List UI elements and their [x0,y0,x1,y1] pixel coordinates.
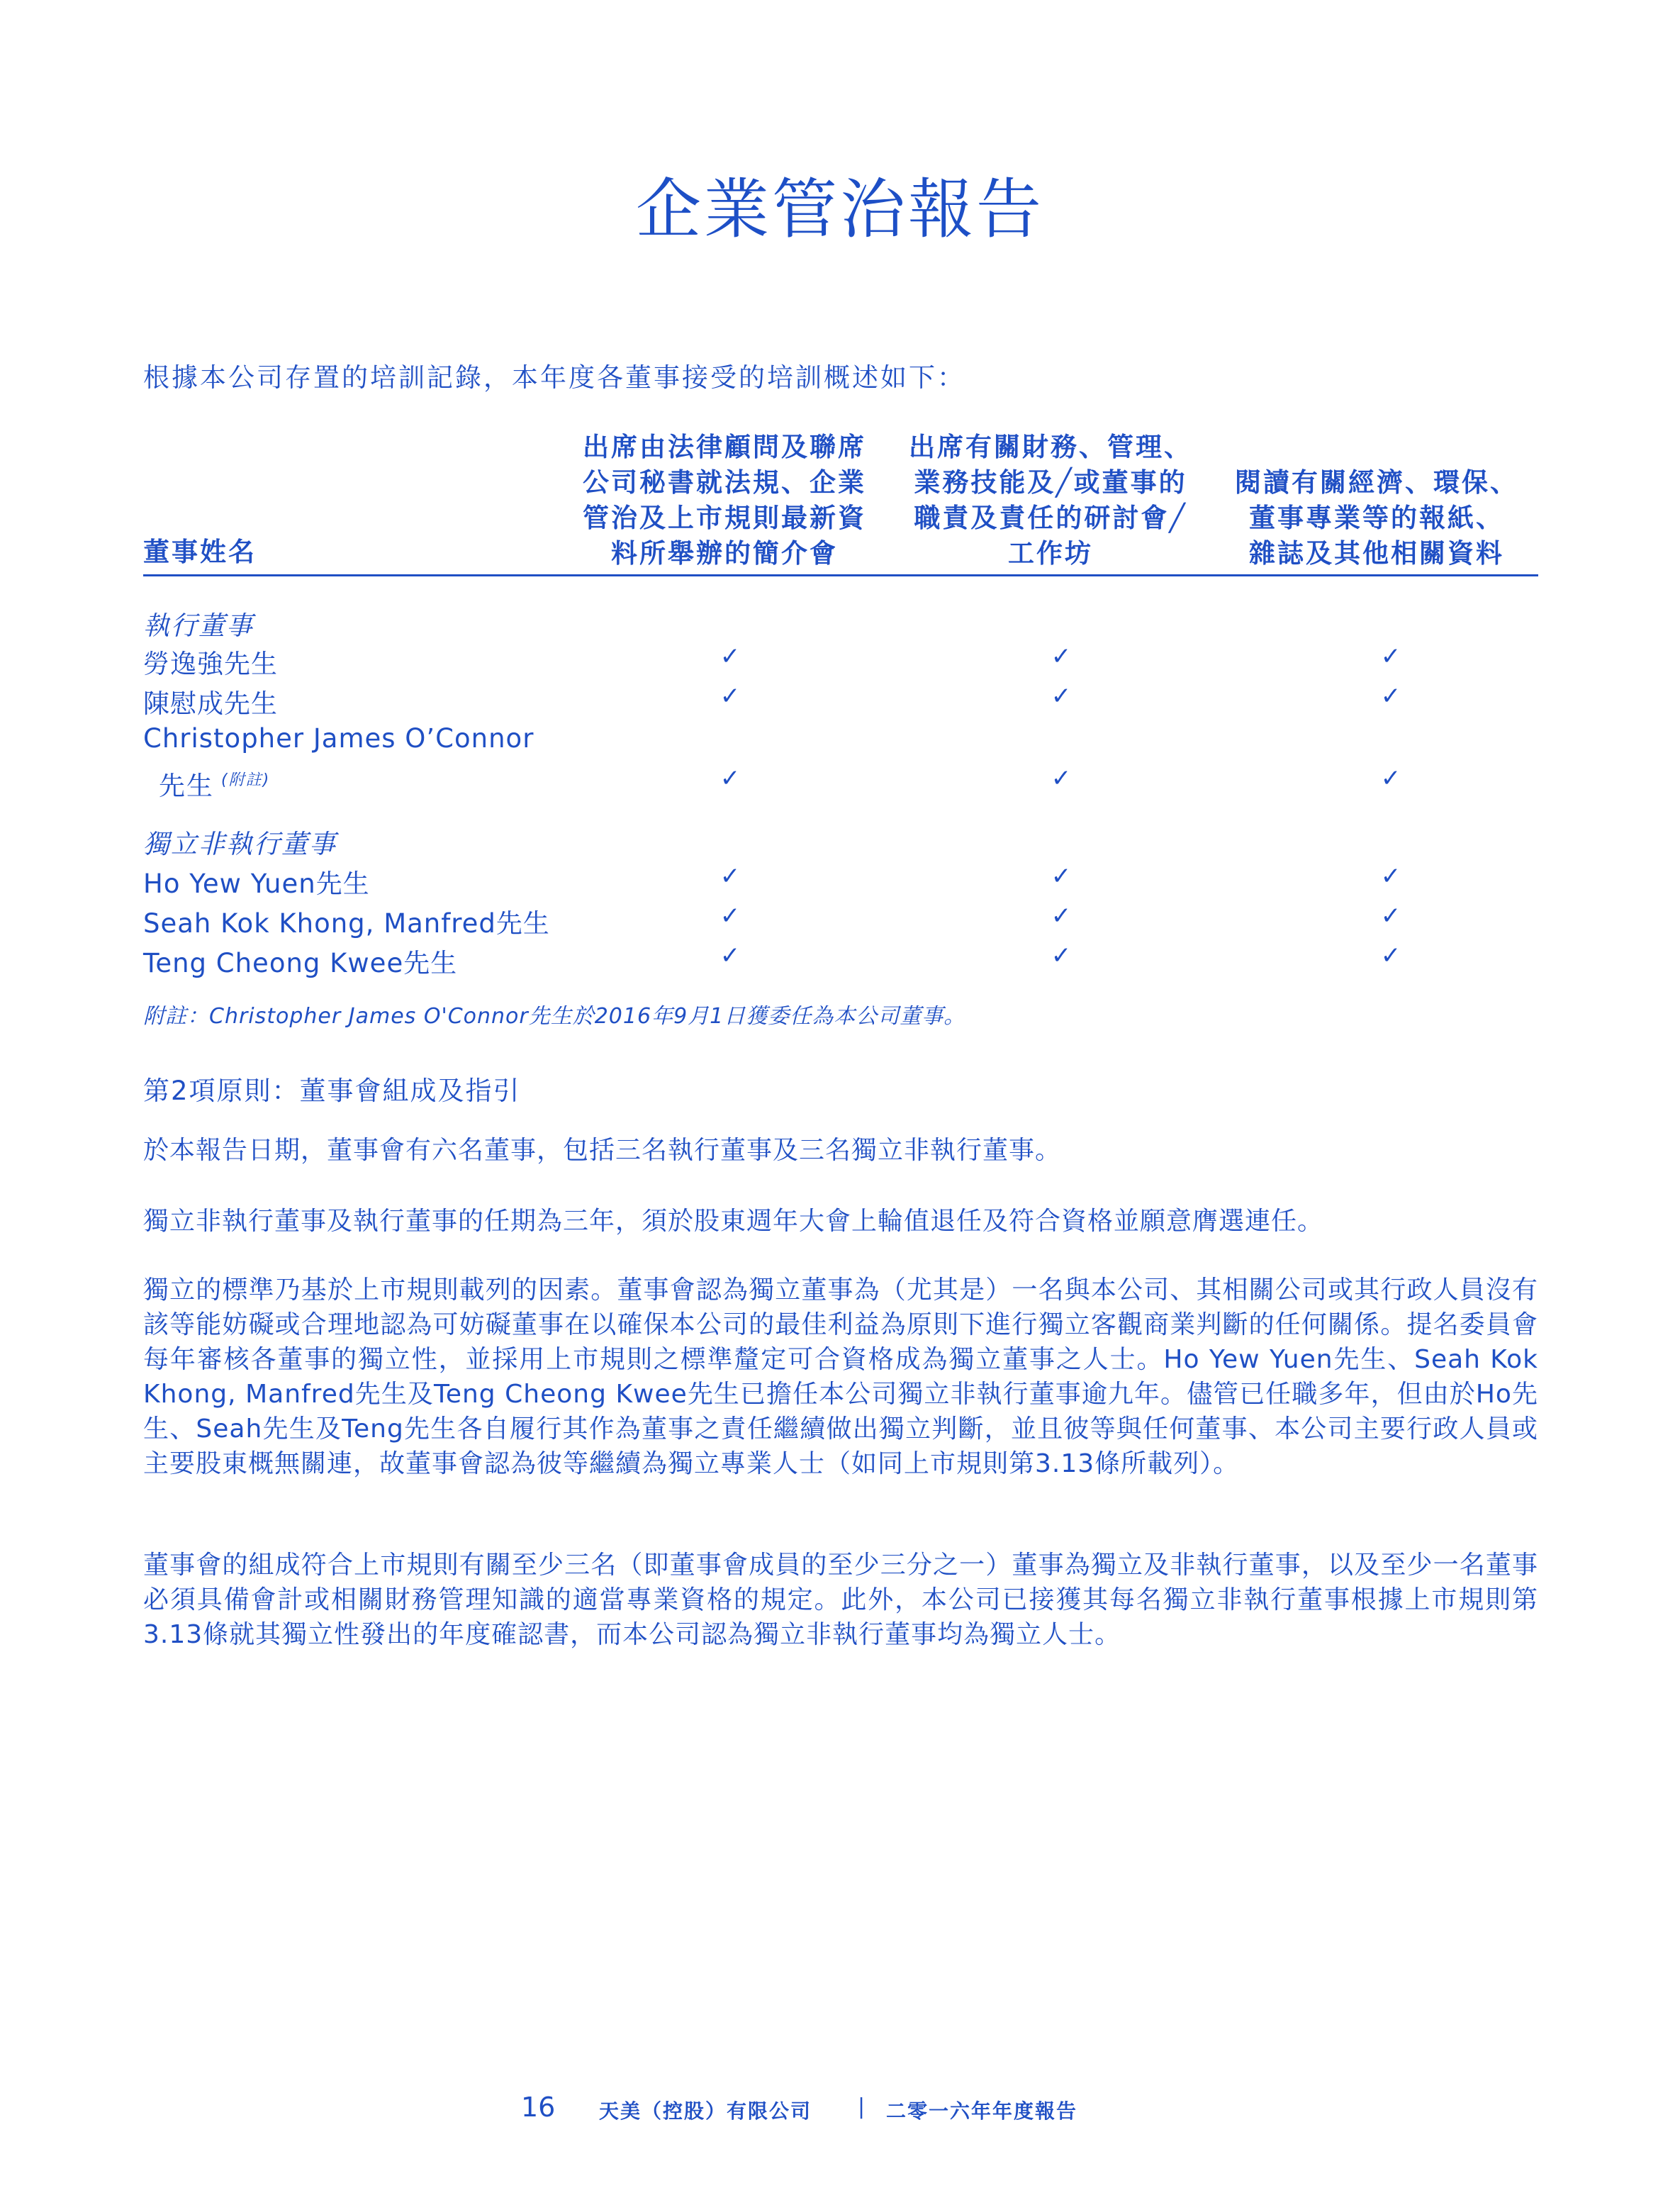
section-heading: 第2項原則：董事會組成及指引 [143,1076,521,1106]
table-footnote: 附註：Christopher James O'Connor先生於2016年9月1日獲委任為本公司董事。 [143,1004,966,1029]
page-number: 16 [521,2092,556,2123]
table-row [143,942,1538,981]
page-footer [0,2092,1680,2134]
note-marker: (附註) [221,771,271,789]
group-label-independent: 獨立非執行董事 [143,829,337,859]
header-line: 閱讀有關經濟、環保、 [1235,467,1518,498]
check-icon: ✓ [1380,942,1401,970]
footer-report-title: 二零一六年年度報告 [886,2099,1078,2123]
header-line: 雜誌及其他相關資料 [1249,538,1504,569]
table-row [143,862,1538,902]
header-line: 出席有關財務、管理、 [909,432,1192,462]
header-line: 董事專業等的報紙、 [1249,503,1504,533]
check-icon: ✓ [719,682,741,710]
header-director-name: 董事姓名 [143,537,257,567]
paragraph: 於本報告日期，董事會有六名董事，包括三名執行董事及三名獨立非執行董事。 [143,1136,1062,1165]
check-icon: ✓ [1380,682,1401,710]
header-line: 出席由法律顧問及聯席 [583,432,866,462]
paragraph: 獨立的標準乃基於上市規則載列的因素。董事會認為獨立董事為（尤其是）一名與本公司、其相關公司或其行政人員沒有該等能妨礙或合理地認為可妨礙董事在以確保本公司的最佳利益為原則下進行獨立客觀商業判斷的任何關係。提名委員會每年審核各董事的獨立性，並採用上市規則之標準釐定可合資格成為獨立董事之人士。Ho Yew Yuen先生、Seah Kok Khong, Manfred先生及Teng Cheong Kwee先生已擔任本公司獨立非執行董事逾九年。儘管已任職多年，但由於Ho先生、Seah先生及Teng先生各自履行其作為董事之責任繼續做出獨立判斷，並且彼等與任何董事、本公司主要行政人員或主要股東概無關連，故董事會認為彼等繼續為獨立專業人士（如同上市規則第3.13條所載列）。 [143,1276,1538,1478]
header-line: 料所舉辦的簡介會 [611,538,838,569]
page-title: 企業管治報告 [635,171,1044,247]
check-icon: ✓ [719,642,741,671]
table-row [143,902,1538,942]
footer-separator: | [858,2094,866,2119]
header-line: 業務技能及╱或董事的 [914,467,1187,498]
check-icon: ✓ [1051,902,1072,930]
director-name: Teng Cheong Kwee先生 [143,948,458,978]
header-reading [1231,465,1522,571]
check-icon: ✓ [719,902,741,930]
header-line: 公司秘書就法規、企業 [583,467,866,498]
intro-text: 根據本公司存置的培訓記錄，本年度各董事接受的培訓概述如下： [143,362,965,393]
table-row [143,723,1538,804]
director-name: Seah Kok Khong, Manfred先生 [143,908,550,939]
header-line: 管治及上市規則最新資 [583,503,866,533]
director-title: 先生 [159,771,214,801]
check-icon: ✓ [1380,902,1401,930]
header-briefing [569,430,880,571]
group-label-executive: 執行董事 [143,610,254,641]
check-icon: ✓ [1380,642,1401,671]
check-icon: ✓ [719,862,741,891]
paragraph: 獨立非執行董事及執行董事的任期為三年，須於股東週年大會上輪值退任及符合資格並願意膺選連任。 [143,1207,1324,1236]
check-icon: ✓ [1380,862,1401,891]
check-icon: ✓ [1051,682,1072,710]
table-row [143,642,1538,682]
header-line: 職責及責任的研討會╱ [914,503,1187,533]
header-divider [143,574,1538,576]
header-seminar [902,430,1199,571]
check-icon: ✓ [1051,764,1072,793]
paragraph: 董事會的組成符合上市規則有關至少三名（即董事會成員的至少三分之一）董事為獨立及非執行董事，以及至少一名董事必須具備會計或相關財務管理知識的適當專業資格的規定。此外，本公司已接獲其每名獨立非執行董事根據上市規則第3.13條就其獨立性發出的年度確認書，而本公司認為獨立非執行董事均為獨立人士。 [143,1551,1538,1649]
director-name-line2 [159,764,270,803]
director-name: Christopher James O’Connor [143,723,534,754]
director-name: 陳慰成先生 [143,688,278,719]
footer-company: 天美（控股）有限公司 [599,2099,812,2123]
check-icon: ✓ [1380,764,1401,793]
check-icon: ✓ [1051,942,1072,970]
check-icon: ✓ [719,942,741,970]
director-name: Ho Yew Yuen先生 [143,869,370,899]
check-icon: ✓ [1051,642,1072,671]
check-icon: ✓ [1051,862,1072,891]
table-row [143,682,1538,722]
header-line: 工作坊 [1008,538,1093,569]
table-header [143,425,1538,574]
director-name: 勞逸強先生 [143,649,278,679]
check-icon: ✓ [719,764,741,793]
